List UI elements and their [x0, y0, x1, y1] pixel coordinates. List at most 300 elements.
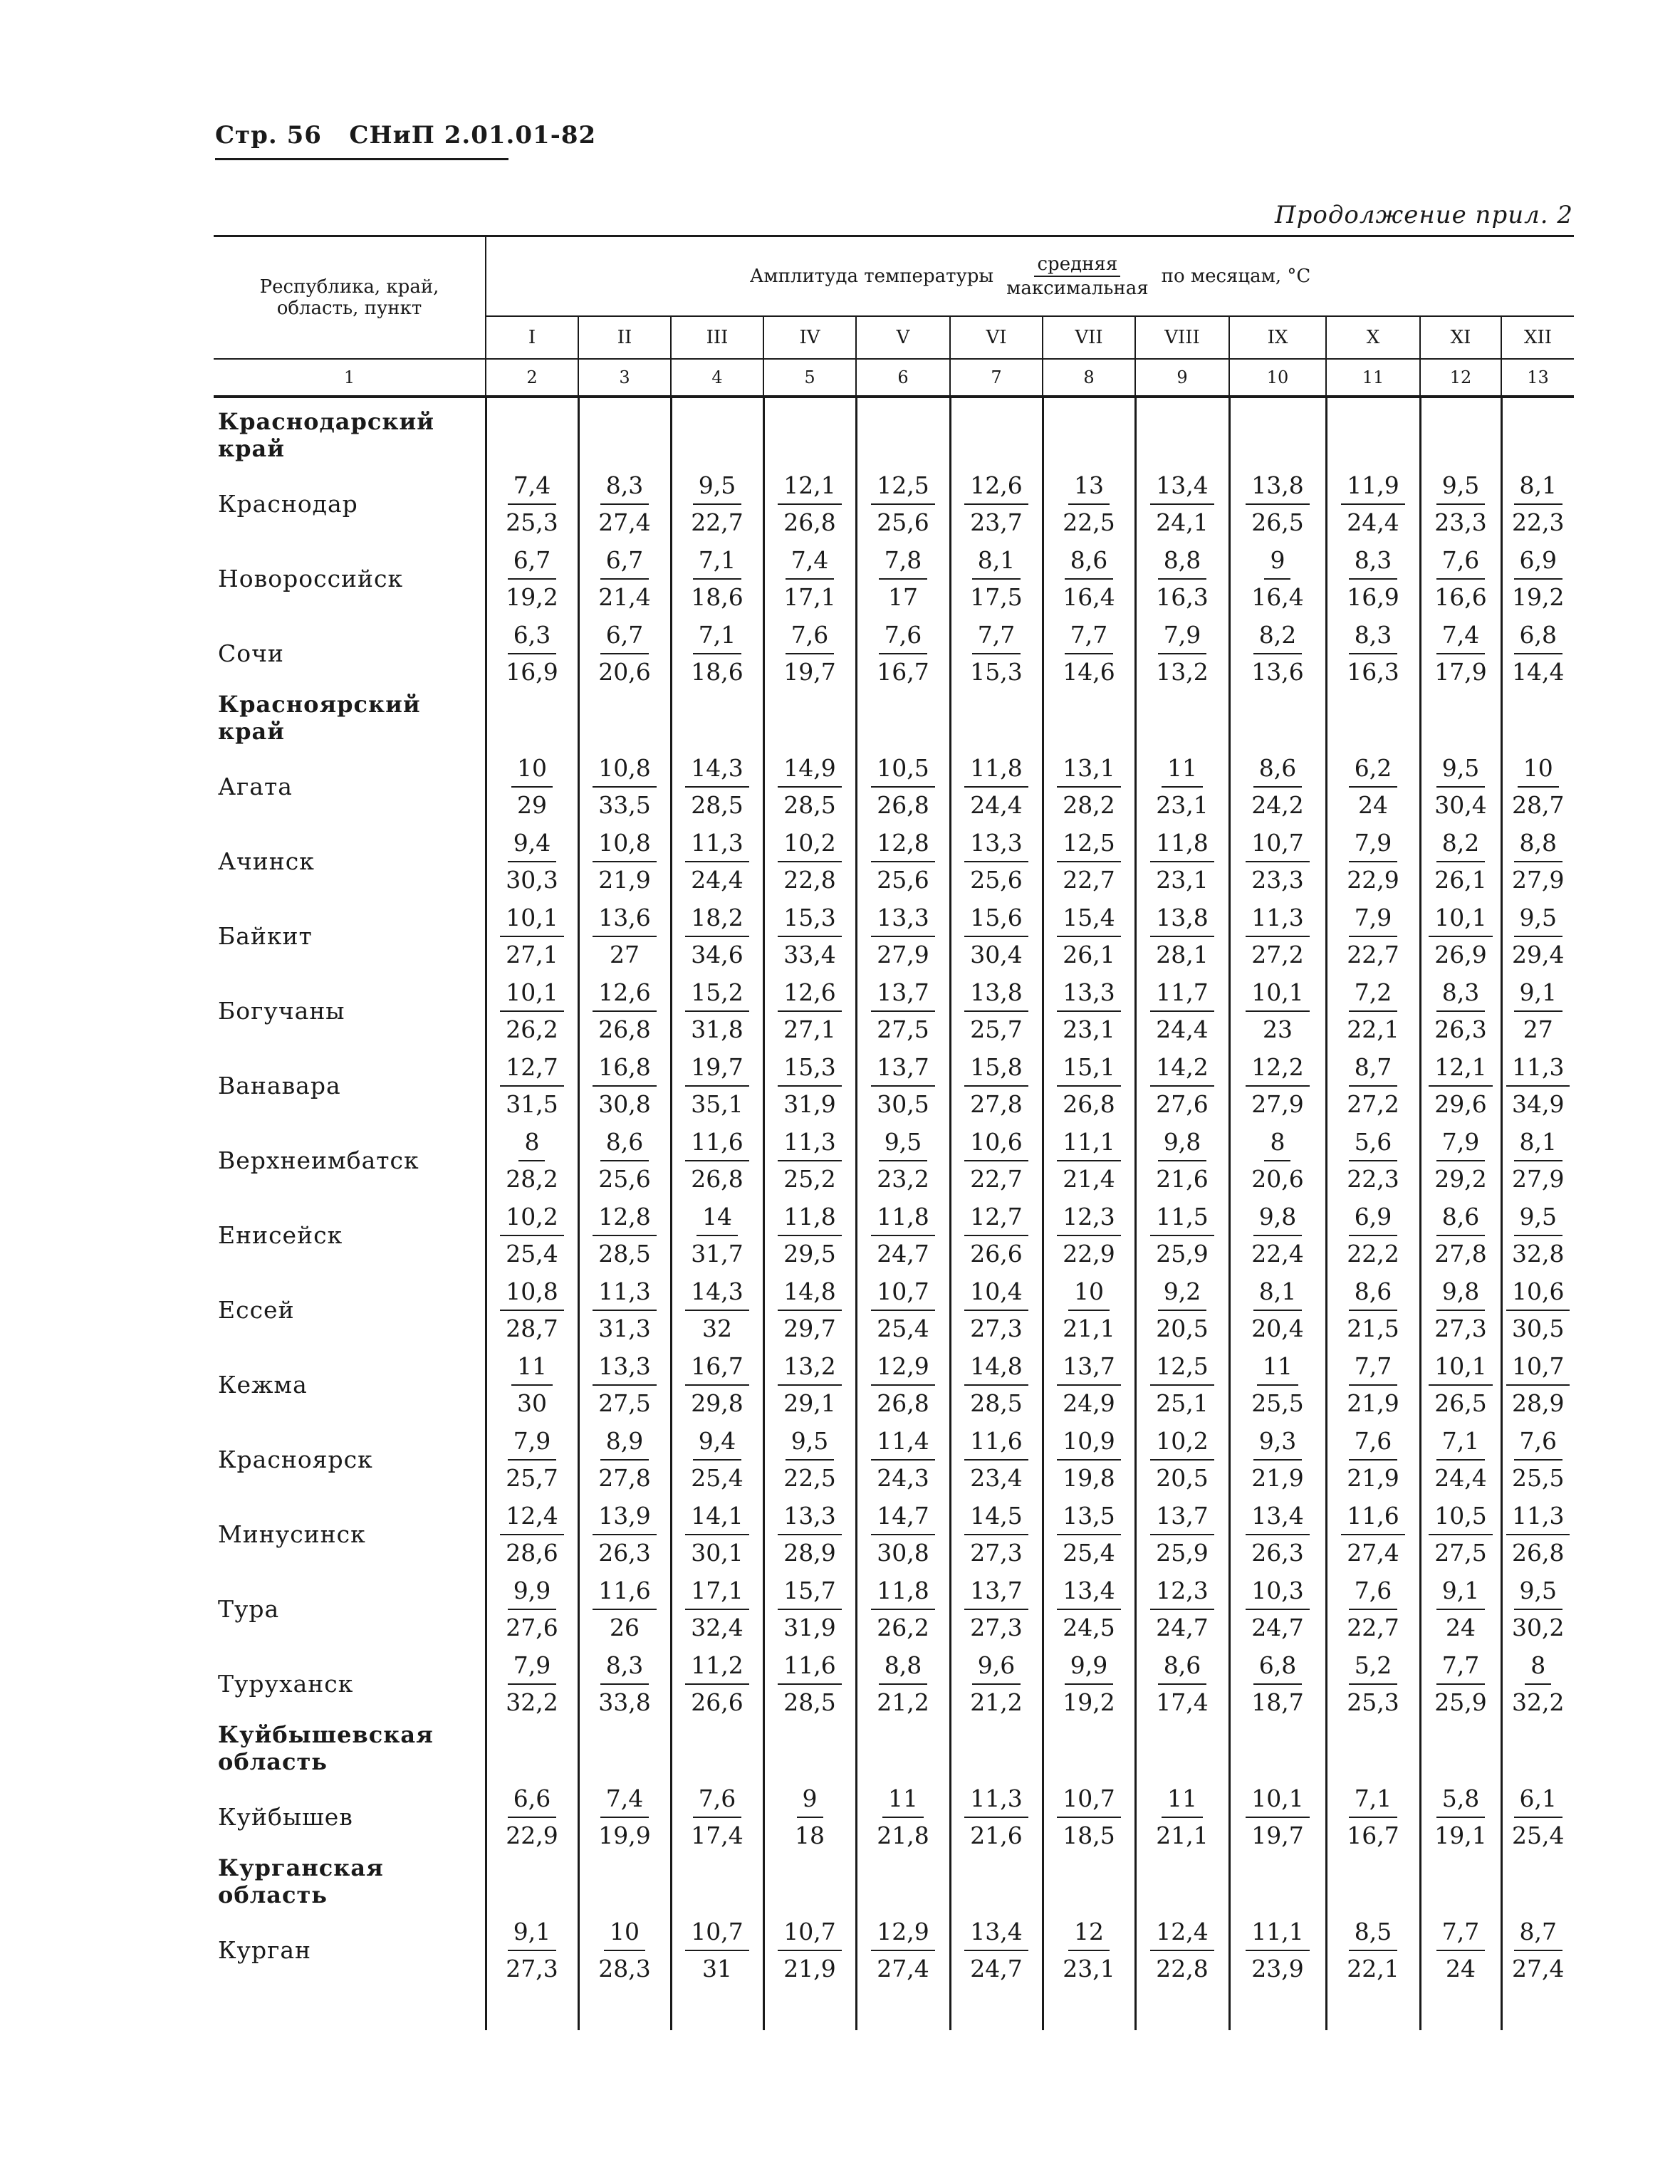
header-underline: [215, 158, 508, 160]
value-cell: [763, 1198, 856, 1273]
amplitude-max-label: максимальная: [1006, 277, 1149, 299]
average-amplitude: 12,8: [871, 825, 934, 862]
month-header: VII: [1043, 316, 1135, 359]
column-number: 10: [1229, 359, 1326, 397]
value-cell: [1326, 824, 1420, 899]
empty-cell: [1326, 691, 1420, 749]
average-amplitude: 11,1: [1246, 1914, 1309, 1951]
average-amplitude: 16,8: [593, 1050, 656, 1087]
average-amplitude: 10,7: [871, 1274, 934, 1311]
max-amplitude: 33,4: [783, 940, 836, 968]
max-amplitude: 27,2: [1251, 940, 1304, 968]
average-amplitude: 8: [1525, 1648, 1551, 1685]
empty-cell: [763, 1721, 856, 1780]
max-amplitude: 22,8: [1156, 1954, 1209, 1982]
average-amplitude: 10: [511, 751, 553, 788]
value-cell: [671, 1048, 763, 1123]
value-cell: [1135, 1273, 1229, 1347]
max-amplitude: 35,1: [691, 1090, 744, 1118]
empty-cell: [1420, 1854, 1501, 1913]
value-cell: [1135, 1913, 1229, 1987]
max-amplitude: 25,4: [691, 1463, 744, 1492]
average-amplitude: 7,9: [1349, 900, 1397, 937]
fraction: [1150, 751, 1214, 823]
value-cell: [950, 1497, 1043, 1572]
max-amplitude: 29,1: [783, 1389, 836, 1417]
average-amplitude: 11,8: [1150, 825, 1214, 862]
location-name: Тура: [214, 1572, 486, 1646]
fraction: [593, 1781, 656, 1854]
value-cell: [1420, 1422, 1501, 1497]
average-amplitude: 12,5: [871, 468, 934, 505]
value-cell: [856, 1497, 950, 1572]
fraction: [778, 543, 841, 615]
max-amplitude: 30,8: [877, 1538, 929, 1567]
max-amplitude: 21,9: [1251, 1463, 1304, 1492]
value-cell: [1501, 824, 1574, 899]
value-cell: [856, 749, 950, 824]
max-amplitude: 24,5: [1063, 1613, 1115, 1641]
value-cell: [1326, 1422, 1420, 1497]
max-amplitude: 28,5: [783, 1688, 836, 1716]
fraction: [1341, 900, 1404, 973]
max-amplitude: 23,1: [1156, 865, 1209, 894]
value-cell: [578, 749, 671, 824]
fraction: [1341, 1199, 1404, 1272]
average-amplitude: 8,1: [1514, 1124, 1562, 1161]
average-amplitude: 7,4: [600, 1781, 649, 1818]
average-amplitude: 10,4: [964, 1274, 1028, 1311]
value-cell: [486, 1780, 578, 1854]
average-amplitude: 9,6: [972, 1648, 1021, 1685]
month-header: IV: [763, 316, 856, 359]
max-amplitude: 23,9: [1251, 1954, 1304, 1982]
average-amplitude: 11,3: [593, 1274, 656, 1311]
empty-cell: [578, 691, 671, 749]
amplitude-fraction: [1003, 253, 1152, 300]
value-cell: [1135, 1422, 1229, 1497]
fraction: [1057, 975, 1120, 1047]
fraction: [964, 1781, 1028, 1854]
fraction: [1429, 468, 1492, 540]
average-amplitude: 13,8: [964, 975, 1028, 1012]
average-amplitude: 8,6: [1065, 543, 1113, 580]
average-amplitude: 13,7: [1150, 1498, 1214, 1535]
empty-cell: [1043, 408, 1135, 466]
average-amplitude: 8,6: [600, 1124, 649, 1161]
average-amplitude: 7,1: [693, 543, 741, 580]
average-amplitude: 16,7: [685, 1349, 748, 1386]
empty-cell: [1501, 397, 1574, 408]
value-cell: [856, 824, 950, 899]
max-amplitude: 25,7: [506, 1463, 558, 1492]
average-amplitude: 11,6: [685, 1124, 748, 1161]
value-cell: [1501, 1347, 1574, 1422]
value-cell: [1043, 466, 1135, 541]
value-cell: [1043, 1422, 1135, 1497]
max-amplitude: 23,1: [1063, 1015, 1115, 1043]
fraction: [1341, 1781, 1404, 1854]
average-amplitude: 9,1: [1514, 975, 1562, 1012]
empty-cell: [856, 397, 950, 408]
max-amplitude: 30,2: [1512, 1613, 1565, 1641]
fraction: [871, 1124, 934, 1197]
amplitude-unit-label: по месяцам, °С: [1161, 265, 1311, 287]
max-amplitude: 24,4: [970, 790, 1023, 819]
average-amplitude: 9,9: [508, 1573, 556, 1610]
value-cell: [1420, 1198, 1501, 1273]
fraction: [685, 617, 748, 690]
value-cell: [578, 1646, 671, 1721]
fraction: [778, 1573, 841, 1646]
value-cell: [950, 1273, 1043, 1347]
location-name: Новороссийск: [214, 541, 486, 616]
location-name: Верхнеимбатск: [214, 1123, 486, 1198]
empty-cell: [950, 1987, 1043, 2030]
fraction: [593, 468, 656, 540]
fraction: [1341, 1423, 1404, 1496]
max-amplitude: 27,8: [598, 1463, 651, 1492]
empty-cell: [763, 1854, 856, 1913]
fraction: [964, 751, 1028, 823]
max-amplitude: 25,1: [1156, 1389, 1209, 1417]
fraction: [1429, 1498, 1492, 1571]
max-amplitude: 21,2: [970, 1688, 1023, 1716]
fraction: [1246, 468, 1309, 540]
max-amplitude: 22,7: [691, 508, 744, 536]
average-amplitude: 8,2: [1253, 617, 1302, 654]
average-amplitude: 11,8: [778, 1199, 841, 1236]
average-amplitude: 7,9: [1349, 825, 1397, 862]
value-cell: [671, 1273, 763, 1347]
value-cell: [1043, 1347, 1135, 1422]
fraction: [1429, 1423, 1492, 1496]
fraction: [964, 1498, 1028, 1571]
spacer-row: [214, 397, 1574, 408]
max-amplitude: 24,7: [877, 1239, 929, 1268]
max-amplitude: 25,6: [877, 865, 929, 894]
max-amplitude: 26,2: [506, 1015, 558, 1043]
average-amplitude: 15,8: [964, 1050, 1028, 1087]
empty-cell: [763, 408, 856, 466]
average-amplitude: 9,5: [693, 468, 741, 505]
fraction: [500, 900, 563, 973]
empty-cell: [486, 1721, 578, 1780]
fraction: [1506, 617, 1570, 690]
max-amplitude: 30,8: [598, 1090, 651, 1118]
max-amplitude: 31,3: [598, 1314, 651, 1342]
max-amplitude: 21,9: [598, 865, 651, 894]
value-cell: [1326, 1347, 1420, 1422]
fraction: [1150, 468, 1214, 540]
max-amplitude: 32,4: [691, 1613, 744, 1641]
max-amplitude: 16,7: [877, 657, 929, 686]
average-amplitude: 6,9: [1349, 1199, 1397, 1236]
average-amplitude: 19,7: [685, 1050, 748, 1087]
value-cell: [1326, 973, 1420, 1048]
average-amplitude: 12,1: [1429, 1050, 1492, 1087]
fraction: [1246, 1199, 1309, 1272]
fraction: [593, 1573, 656, 1646]
average-amplitude: 10,8: [500, 1274, 563, 1311]
average-amplitude: 7,7: [1436, 1648, 1485, 1685]
empty-cell: [486, 691, 578, 749]
fraction: [1341, 1914, 1404, 1987]
value-cell: [950, 1646, 1043, 1721]
value-cell: [1420, 1123, 1501, 1198]
value-cell: [763, 973, 856, 1048]
average-amplitude: 7,4: [786, 543, 834, 580]
average-amplitude: 8: [1264, 1124, 1290, 1161]
average-amplitude: 13,2: [778, 1349, 841, 1386]
max-amplitude: 27,9: [877, 940, 929, 968]
average-amplitude: 10,1: [500, 975, 563, 1012]
value-cell: [1501, 1497, 1574, 1572]
max-amplitude: 30,5: [877, 1090, 929, 1118]
fraction: [1436, 1573, 1485, 1646]
max-amplitude: 26,6: [691, 1688, 744, 1716]
value-cell: [578, 541, 671, 616]
max-amplitude: 27,8: [970, 1090, 1023, 1118]
fraction: [1429, 825, 1492, 898]
average-amplitude: 6,7: [600, 617, 649, 654]
value-cell: [578, 1913, 671, 1987]
value-cell: [1135, 749, 1229, 824]
max-amplitude: 23,1: [1063, 1954, 1115, 1982]
value-cell: [1501, 1780, 1574, 1854]
value-cell: [763, 1497, 856, 1572]
max-amplitude: 17,1: [783, 582, 836, 611]
average-amplitude: 14,3: [685, 1274, 748, 1311]
average-amplitude: 8,3: [1349, 543, 1397, 580]
average-amplitude: 7,2: [1349, 975, 1397, 1012]
empty-cell: [578, 397, 671, 408]
max-amplitude: 26,6: [970, 1239, 1023, 1268]
empty-cell: [763, 1987, 856, 2030]
max-amplitude: 19,8: [1063, 1463, 1115, 1492]
fraction: [593, 1124, 656, 1197]
value-cell: [578, 1198, 671, 1273]
fraction: [778, 751, 841, 823]
average-amplitude: 7,1: [1349, 1781, 1397, 1818]
max-amplitude: 25,5: [1512, 1463, 1565, 1492]
value-cell: [1501, 749, 1574, 824]
average-amplitude: 9,5: [1514, 900, 1562, 937]
value-cell: [1420, 1048, 1501, 1123]
fraction: [871, 1349, 934, 1421]
max-amplitude: 25,4: [877, 1314, 929, 1342]
average-amplitude: 10,7: [1057, 1781, 1120, 1818]
average-amplitude: 8: [518, 1124, 545, 1161]
table-row: [214, 1198, 1574, 1273]
value-cell: [1135, 899, 1229, 973]
value-cell: [1135, 541, 1229, 616]
max-amplitude: 20,4: [1251, 1314, 1304, 1342]
max-amplitude: 21,8: [877, 1821, 929, 1849]
max-amplitude: 29,7: [783, 1314, 836, 1342]
fraction: [1246, 1498, 1309, 1571]
max-amplitude: 30: [517, 1389, 547, 1417]
max-amplitude: 22,7: [1347, 1613, 1399, 1641]
average-amplitude: 13,3: [593, 1349, 656, 1386]
value-cell: [486, 1273, 578, 1347]
empty-cell: [671, 1854, 763, 1913]
average-amplitude: 5,2: [1349, 1648, 1397, 1685]
table-row: [214, 1048, 1574, 1123]
max-amplitude: 25,7: [970, 1015, 1023, 1043]
max-amplitude: 25,9: [1434, 1688, 1487, 1716]
max-amplitude: 17,9: [1434, 657, 1487, 686]
fraction: [685, 1498, 748, 1571]
value-cell: [578, 824, 671, 899]
value-cell: [1326, 1572, 1420, 1646]
value-cell: [1420, 1273, 1501, 1347]
table-row: [214, 616, 1574, 691]
location-name: Богучаны: [214, 973, 486, 1048]
fraction: [1057, 751, 1120, 823]
fraction: [1341, 1349, 1404, 1421]
fraction: [778, 1423, 841, 1496]
value-cell: [1326, 1048, 1420, 1123]
max-amplitude: 32: [701, 1314, 732, 1342]
average-amplitude: 6,6: [508, 1781, 556, 1818]
fraction: [500, 1914, 563, 1987]
column-number: 12: [1420, 359, 1501, 397]
average-amplitude: 9,5: [1436, 468, 1485, 505]
max-amplitude: 27,9: [1251, 1090, 1304, 1118]
table-body: [214, 397, 1574, 2030]
average-amplitude: 11,4: [871, 1423, 934, 1461]
value-cell: [1420, 1347, 1501, 1422]
value-cell: [1420, 1572, 1501, 1646]
value-cell: [1501, 1422, 1574, 1497]
document-code: СНиП 2.01.01-82: [349, 121, 597, 150]
average-amplitude: 8,9: [600, 1423, 649, 1461]
max-amplitude: 16,7: [1347, 1821, 1399, 1849]
average-amplitude: 10,1: [1429, 1349, 1492, 1386]
value-cell: [1501, 973, 1574, 1048]
empty-cell: [1501, 408, 1574, 466]
fraction: [1429, 1349, 1492, 1421]
fraction: [964, 1573, 1028, 1646]
fraction: [1150, 1124, 1214, 1197]
average-amplitude: 11,3: [1246, 900, 1309, 937]
value-cell: [486, 1347, 578, 1422]
fraction: [871, 617, 934, 690]
fraction: [685, 900, 748, 973]
max-amplitude: 24,4: [1156, 1015, 1209, 1043]
fraction: [500, 1498, 563, 1571]
fraction: [1506, 1914, 1570, 1987]
value-cell: [763, 466, 856, 541]
fraction: [500, 975, 563, 1047]
empty-cell: [1229, 1987, 1326, 2030]
fraction: [1057, 617, 1120, 690]
max-amplitude: 23,3: [1434, 508, 1487, 536]
value-cell: [578, 616, 671, 691]
average-amplitude: 9,4: [508, 825, 556, 862]
value-cell: [1326, 1198, 1420, 1273]
value-cell: [763, 1048, 856, 1123]
value-cell: [578, 1780, 671, 1854]
average-amplitude: 10,1: [1429, 900, 1492, 937]
max-amplitude: 24: [1445, 1613, 1476, 1641]
fraction: [1341, 1498, 1404, 1571]
value-cell: [950, 616, 1043, 691]
value-cell: [1229, 1646, 1326, 1721]
fraction: [1150, 1573, 1214, 1646]
fraction: [778, 900, 841, 973]
empty-cell: [578, 1721, 671, 1780]
value-cell: [950, 1913, 1043, 1987]
empty-cell: [1135, 691, 1229, 749]
max-amplitude: 31: [701, 1954, 732, 1982]
empty-cell: [1420, 1987, 1501, 2030]
average-amplitude: 9: [1264, 543, 1290, 580]
average-amplitude: 10,6: [964, 1124, 1028, 1161]
average-amplitude: 9,3: [1253, 1423, 1302, 1461]
fraction: [1246, 1050, 1309, 1122]
fraction: [685, 751, 748, 823]
average-amplitude: 9,5: [786, 1423, 834, 1461]
max-amplitude: 25,2: [783, 1164, 836, 1193]
average-amplitude: 10,5: [1429, 1498, 1492, 1535]
empty-cell: [856, 691, 950, 749]
column-number: 11: [1326, 359, 1420, 397]
value-cell: [486, 1123, 578, 1198]
fraction: [1246, 1914, 1309, 1987]
month-header: IX: [1229, 316, 1326, 359]
fraction: [964, 617, 1028, 690]
fraction: [593, 1274, 656, 1347]
max-amplitude: 27,5: [1434, 1538, 1487, 1567]
fraction: [1429, 1199, 1492, 1272]
fraction: [1246, 1781, 1309, 1854]
fraction: [1341, 1274, 1404, 1347]
max-amplitude: 25,5: [1251, 1389, 1304, 1417]
max-amplitude: 27,8: [1434, 1239, 1487, 1268]
fraction: [685, 1914, 748, 1987]
value-cell: [486, 1646, 578, 1721]
month-header: V: [856, 316, 950, 359]
average-amplitude: 15,2: [685, 975, 748, 1012]
fraction: [593, 1199, 656, 1272]
max-amplitude: 30,3: [506, 865, 558, 894]
average-amplitude: 7,7: [1436, 1914, 1485, 1951]
empty-cell: [671, 691, 763, 749]
fraction: [1150, 1648, 1214, 1720]
average-amplitude: 12,9: [871, 1349, 934, 1386]
max-amplitude: 28,1: [1156, 940, 1209, 968]
value-cell: [1501, 1646, 1574, 1721]
fraction: [511, 751, 553, 823]
empty-cell: [578, 1854, 671, 1913]
fraction: [778, 468, 841, 540]
average-amplitude: 18,2: [685, 900, 748, 937]
value-cell: [578, 1273, 671, 1347]
amplitude-label: Амплитуда температуры: [749, 265, 994, 287]
average-amplitude: 13,4: [1246, 1498, 1309, 1535]
max-amplitude: 27,3: [970, 1613, 1023, 1641]
fraction: [1150, 1274, 1214, 1347]
fraction: [1341, 468, 1404, 540]
max-amplitude: 22,7: [1063, 865, 1115, 894]
location-name: Краснодар: [214, 466, 486, 541]
empty-cell: [671, 408, 763, 466]
fraction: [1429, 975, 1492, 1047]
max-amplitude: 29,2: [1434, 1164, 1487, 1193]
empty-cell: [1229, 691, 1326, 749]
